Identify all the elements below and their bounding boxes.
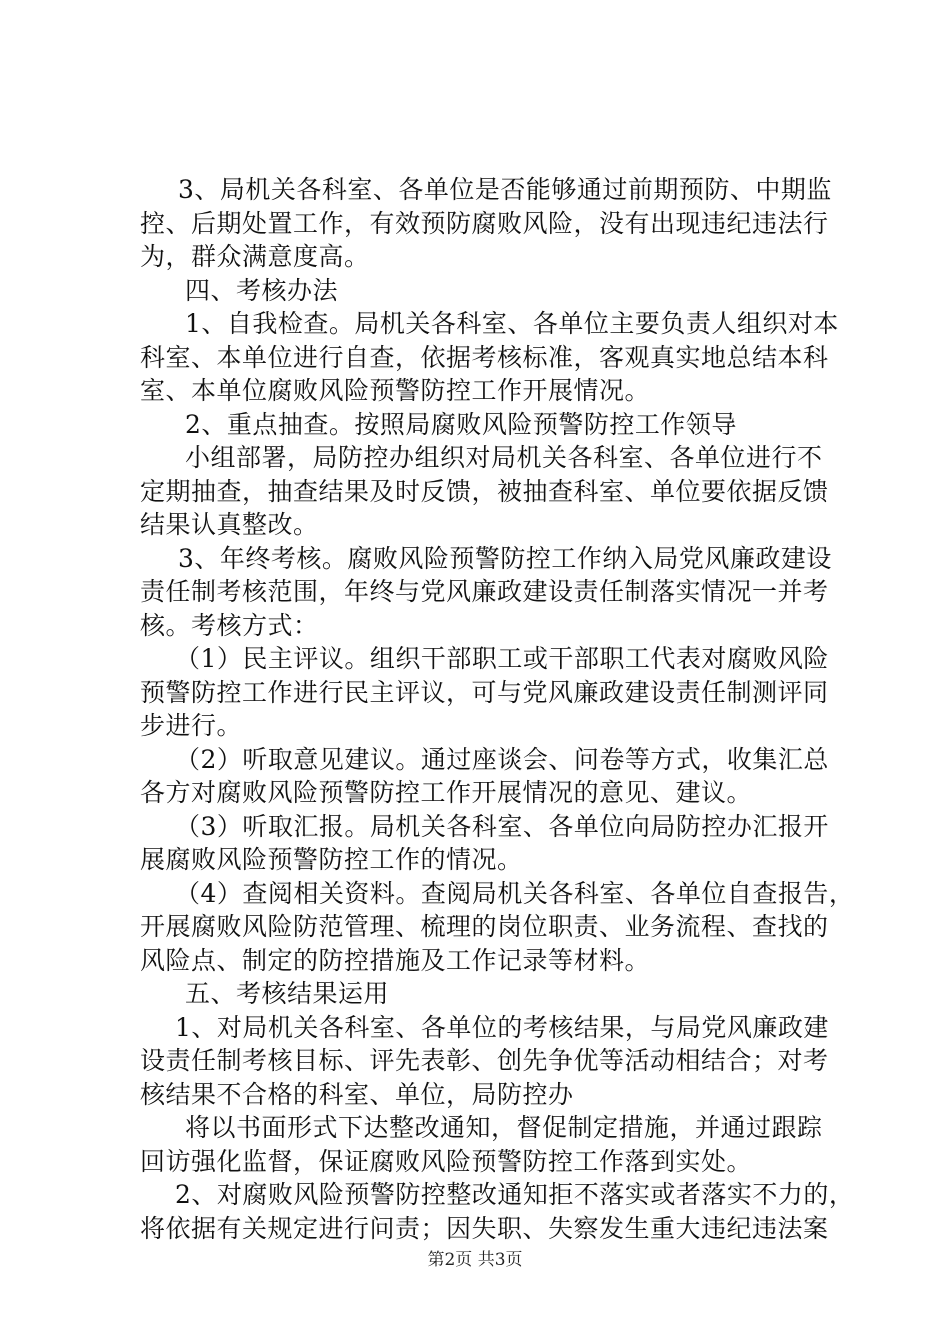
paragraph-line: 设责任制考核目标、评先表彰、创先争优等活动相结合；对考 — [140, 1046, 829, 1075]
document-body — [140, 173, 855, 1245]
paragraph-line: 小组部署，局防控办组织对局机关各科室、各单位进行不 — [185, 443, 823, 472]
paragraph-line: 核结果不合格的科室、单位，局防控办 — [140, 1079, 574, 1109]
paragraph-line: 2、对腐败风险预警防控整改通知拒不落实或者落实不力的， — [175, 1180, 855, 1209]
paragraph-line: （2）听取意见建议。通过座谈会、问卷等方式，收集汇总 — [175, 744, 829, 774]
paragraph-line: （1）民主评议。组织干部职工或干部职工代表对腐败风险 — [175, 644, 829, 673]
paragraph-line: 预警防控工作进行民主评议，可与党风廉政建设责任制测评同 — [140, 677, 829, 707]
paragraph-line: 3、年终考核。腐败风险预警防控工作纳入局党风廉政建设 — [178, 543, 832, 573]
paragraph-line: 展腐败风险预警防控工作的情况。 — [140, 845, 523, 874]
paragraph-line: 科室、本单位进行自查，依据考核标准，客观真实地总结本科 — [140, 342, 829, 372]
paragraph-line: 1、对局机关各科室、各单位的考核结果，与局党风廉政建 — [175, 1012, 829, 1042]
section-heading: 五、考核结果运用 — [185, 979, 390, 1008]
paragraph-line: 各方对腐败风险预警防控工作开展情况的意见、建议。 — [140, 778, 753, 807]
paragraph-line: 将以书面形式下达整改通知，督促制定措施，并通过跟踪 — [185, 1113, 823, 1142]
paragraph-line: 将依据有关规定进行问责；因失职、失察发生重大违纪违法案 — [140, 1213, 829, 1243]
paragraph-line: 回访强化监督，保证腐败风险预警防控工作落到实处。 — [140, 1146, 753, 1176]
paragraph-line: 结果认真整改。 — [140, 510, 319, 539]
paragraph-line: 开展腐败风险防范管理、梳理的岗位职责、业务流程、查找的 — [140, 912, 829, 941]
paragraph-line: 定期抽查，抽查结果及时反馈，被抽查科室、单位要依据反馈 — [140, 476, 829, 506]
paragraph-line: （3）听取汇报。局机关各科室、各单位向局防控办汇报开 — [175, 811, 829, 841]
paragraph-line: 核。考核方式： — [140, 610, 319, 640]
page-number-footer: 第2页 共3页 — [427, 1250, 523, 1270]
paragraph-line: 3、局机关各科室、各单位是否能够通过前期预防、中期监 — [178, 175, 832, 204]
paragraph-line: 风险点、制定的防控措施及工作记录等材料。 — [140, 945, 651, 975]
paragraph-line: 室、本单位腐败风险预警防控工作开展情况。 — [140, 376, 651, 405]
paragraph-line: 控、后期处置工作，有效预防腐败风险，没有出现违纪违法行 — [140, 208, 829, 238]
paragraph-line: 步进行。 — [140, 711, 243, 740]
paragraph-line: （4）查阅相关资料。查阅局机关各科室、各单位自查报告， — [175, 878, 855, 908]
section-heading: 四、考核办法 — [185, 275, 339, 305]
paragraph-line: 责任制考核范围，年终与党风廉政建设责任制落实情况一并考 — [140, 577, 829, 606]
paragraph-line: 为，群众满意度高。 — [140, 242, 370, 271]
paragraph-line: 1、自我检查。局机关各科室、各单位主要负责人组织对本 — [185, 309, 839, 338]
paragraph-line: 2、重点抽查。按照局腐败风险预警防控工作领导 — [185, 409, 737, 439]
